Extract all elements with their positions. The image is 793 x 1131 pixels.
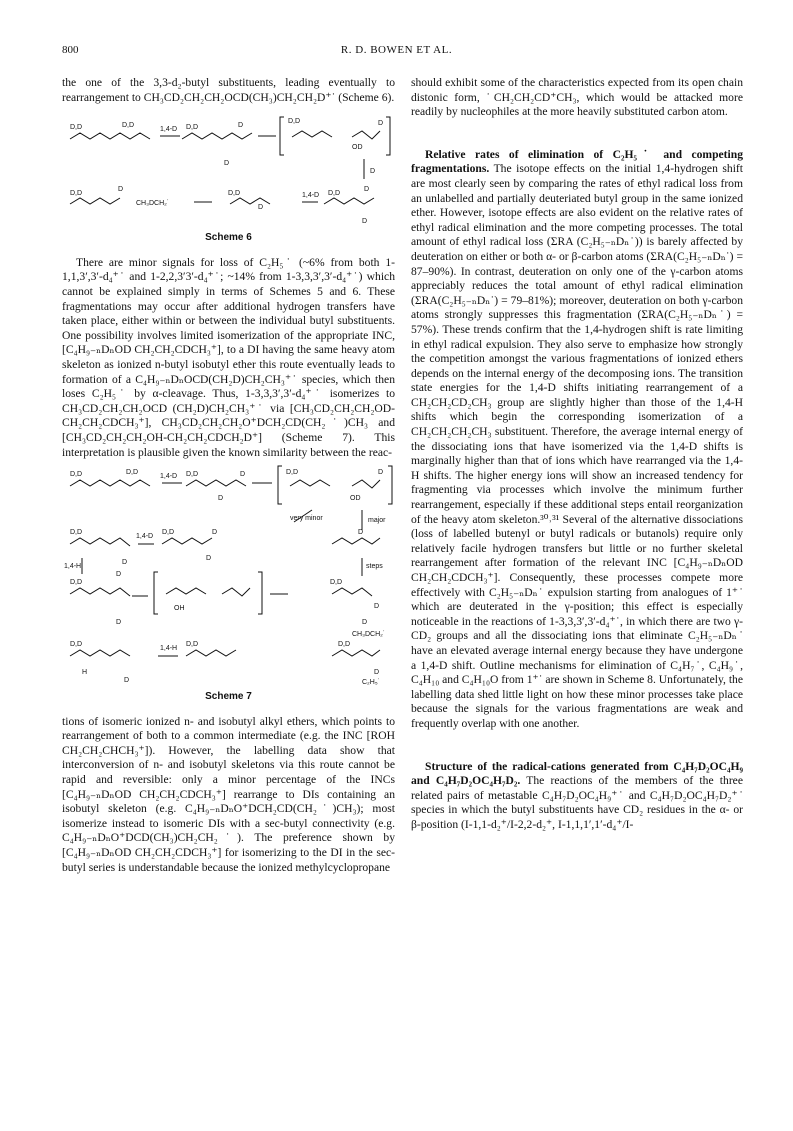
scheme-label: H: [82, 669, 88, 677]
running-head: R. D. BOWEN ET AL.: [340, 44, 453, 56]
scheme-label: D: [374, 669, 380, 677]
scheme-label: D: [116, 571, 122, 579]
scheme-6-labels: [70, 118, 383, 225]
scheme-label: CH₃DCH₂˙: [136, 200, 170, 208]
scheme-label: D,D: [186, 124, 199, 132]
right-section-1: [411, 148, 743, 732]
scheme-label: D: [258, 204, 264, 212]
scheme-label: D,D: [70, 641, 83, 649]
scheme-label: CH₃DCH₂˙: [352, 631, 386, 639]
scheme-7-structures: [70, 466, 392, 656]
scheme-7: [62, 464, 395, 688]
scheme-label: D: [122, 559, 128, 567]
scheme-label: D,D: [288, 118, 301, 126]
right-section-2: [411, 760, 743, 833]
right-paragraph-1: The isotope effects on the initial 1,4-hydrogen shift are most clearly seen by comparing the rates of ethyl radical loss from an unlabelled and partially deuteriated butyl group in the same ionized ether. However, isotope effects are also evident on the relative rates of ethyl radical elimination and the more competing processes. The total amount of ethyl radical loss (ΣRA (C₂H₅₋ₙDₙ˙)) is barely affected by deuteration on either or both α- or β-carbon atoms (ΣRA(C₂H₅₋ₙDₙ˙) = 87–90%). In contrast, deuteration on only one of the γ-carbon atoms appreciably reduces the total amount of ethyl radical elimination (ΣRA(C₂H₅₋ₙDₙ˙) = 79–81%); moreover, deuteration on both γ-carbon atoms strongly suppresses this fragmentation (ΣRA(C₂H₅₋ₙDₙ˙) = 57%). These trends confirm that the 1,4-hydrogen shift is rate limiting in ethyl radical expulsion. They also serve to emphasize how strongly the competition amongst the various fragmentations of ionized ethers depends on the internal energy of the decomposing ions. The transition state energies for the 1,4-D shifts initiating rearrangement of a CH₂CH₂CD₂CH₃ group are slightly higher than those of the 1,4-H shifts which begin the corresponding isomerization of a CH₂CH₂CH₂CH₃ substituent. Therefore, the average internal energy of the dissociating ions that have isomerized via the 1,4-D shifts is marginally higher than that of ions which have rearranged via the 1,4-H shifts. The higher energy ions will show an increased tendency for fragmenting via processes which involve the minimum further rearrangement, especially if these additional steps entail reorganization of the heavy atom skeleton.³⁰˒³¹ Several of the alternative dissociations (loss of labelled butenyl or butyl radicals or butanols) require only relatively facile hydrogen transfers but little or no further skeletal rearrangement after formation of the relevant INC [C₄H₉₋ₙDₙOD CH₂CH₂CDCH₃⁺]. Consequently, these processes compete more effectively with C₂H₅₋ₙDₙ˙ expulsion starting from analogues of 1⁺˙ which are deuterated in the γ-position; this effect is especially noticeable in the reactions of 1-3,3,3′,3′-d₄⁺˙, in which there are two γ-CD₂ groups and all the dissociating ions that eliminate C₂H₅₋ₙDₙ˙ have an elevated average internal energy because they have undergone a 1,4-D shift. Outline mechanisms for elimination of C₄H₇˙, C₄H₉˙, C₄H₁₀ and C₄H₁₀O from 1⁺˙ are shown in Scheme 8. Unfortunately, the labelling data shed little light on how these minor processes take place because the signals for the various fragmentations are weak and frequently overlap with one another.: [411, 162, 743, 730]
scheme-label: D: [378, 469, 384, 477]
scheme-label: D: [224, 160, 230, 168]
scheme-label: D,D: [162, 529, 175, 537]
scheme-label: very minor: [290, 515, 323, 523]
scheme-label: D,D: [338, 641, 351, 649]
scheme-label: D,D: [186, 641, 199, 649]
scheme-label: 1,4-D: [136, 533, 154, 541]
scheme-label: D: [378, 120, 384, 128]
scheme-label: D: [238, 122, 244, 130]
scheme-label: 1,4-D: [160, 473, 178, 481]
scheme-label: D: [370, 168, 376, 176]
scheme-label: major: [368, 517, 386, 525]
scheme-label: D,D: [286, 469, 299, 477]
scheme-label: OD: [352, 144, 363, 152]
scheme-label: OD: [350, 495, 361, 503]
scheme-label: D,D: [70, 190, 83, 198]
scheme-6: [62, 109, 395, 229]
right-paragraph-0: should exhibit some of the characteristics expected from its open chain distonic form, ˙CH₂CH₂CD⁺CH₃, which would be attacked more readily by nucleophiles at the more heavily substituted carbon atom.: [411, 76, 743, 119]
scheme-label: D: [212, 529, 218, 537]
scheme-label: D,D: [70, 579, 83, 587]
scheme-label: steps: [366, 563, 383, 571]
page-header: [0, 44, 793, 60]
right-paragraph-2: The reactions of the members of the three related pairs of metastable C₄H₇D₂OC₄H₉⁺˙ and C₄H₇D₂OC₄H₇D₂⁺˙ species in which the butyl substituents have CD₂ residues in the α- or β-position (I-1,1-d₂⁺/I-2,2-d₂⁺, I-1,1,1′,1′-d₄⁺/I-: [411, 774, 743, 831]
left-paragraph-1: There are minor signals for loss of C₂H₅˙ (~6% from both 1-1,1,3′,3′-d₄⁺˙ and 1-2,2,3′3′-d₄⁺˙; ~14% from 1-3,3,3′,3′-d₄⁺˙) which cannot be explained simply in terms of Schemes 5 and 6. These fragmentations may occur after additional hydrogen transfers have taken place, either within or between the individual butyl substituents. One possibility involves limited isomerization of the appropriate INC, [C₄H₉₋ₙDₙOD CH₂CH₂CDCH₃⁺], to a DI having the same heavy atom skeleton as ionized n-butyl isobutyl ether this route eventually leads to formation of a C₄H₉₋ₙDₙOCD(CH₂D)CH₂CH₃⁺˙ species, which then loses C₂H₅˙ by α-cleavage. Thus, 1-3,3,3′,3′-d₄⁺˙ isomerizes to CH₃CD₂CH₂CH₂OCD (CH₂D)CH₂CH₃⁺˙ via [CH₃CD₂CH₂CH₂OD-CH₂CH₂CDCH₃⁺], CH₃CD₂CH₂CH₂O⁺DCH₂CD(CH₂˙)CH₃ and [CH₃CD₂CH₂CH₂OH-CH₂CH₂CDCH₂D⁺] (Scheme 7). This interpretation is plausible given the known similarity between the reac-: [62, 255, 395, 459]
scheme-label: D: [124, 677, 130, 685]
section-heading-structure: Structure of the radical-cations generated from C₄H₇D₂OC₄H₉ and C₄H₇D₂OC₄H₇D₂.: [411, 759, 743, 788]
scheme-label: D,D: [330, 579, 343, 587]
scheme-label: D,D: [126, 469, 139, 477]
scheme-label: 1,4-D: [302, 192, 320, 200]
scheme-label: 1,4-H: [160, 645, 178, 653]
left-paragraph-0: the one of the 3,3-d₂-butyl substituents, leading eventually to rearrangement to CH₃CD₂CH₂CH₂OCD(CH₃)CH₂CH₂D⁺˙ (Scheme 6).: [62, 76, 395, 104]
scheme-label: D,D: [70, 471, 83, 479]
scheme-label: D: [218, 495, 224, 503]
scheme-label: D: [358, 529, 364, 537]
scheme-label: D,D: [70, 124, 83, 132]
scheme-label: D: [116, 619, 122, 627]
scheme-label: D,D: [122, 122, 135, 130]
scheme-label: D: [206, 555, 212, 563]
left-column: [62, 76, 395, 875]
scheme-label: D,D: [70, 529, 83, 537]
scheme-label: C₂H₅˙: [362, 679, 380, 687]
scheme-label: D: [240, 471, 246, 479]
scheme-label: D,D: [186, 471, 199, 479]
right-column: [411, 76, 743, 833]
scheme-label: D: [364, 186, 370, 194]
scheme-label: D: [362, 619, 368, 627]
section-heading-rates: Relative rates of elimination of C₂H₅˙ and competing fragmentations.: [411, 147, 743, 176]
scheme-label: 1,4-D: [160, 126, 178, 134]
scheme-6-caption: Scheme 6: [205, 232, 252, 244]
scheme-label: D: [362, 218, 368, 226]
scheme-label: D,D: [328, 190, 341, 198]
scheme-label: D: [118, 186, 124, 194]
scheme-7-labels: [64, 469, 386, 686]
scheme-label: D: [374, 603, 380, 611]
scheme-label: OH: [174, 605, 185, 613]
left-paragraph-2: tions of isomeric ionized n- and isobutyl alkyl ethers, which points to rearrangement of both to a common intermediate (e.g. the INC [ROH CH₂CH₂CHCH₃⁺]). However, the labelling data show that interconversion of n- and isobutyl skeletons via this route cannot be rapid and reversible: only a minor percentage of the INCs [C₄H₉₋ₙDₙOD CH₂CH₂CDCH₃⁺] rearrange to DIs containing an isobutyl skeleton (e.g. C₄H₉₋ₙDₙO⁺DCH₂CD(CH₂˙)CH₃); most isomerize instead to isomeric DIs with a sec-butyl connectivity (e.g. C₄H₉₋ₙDₙO⁺DCD(CH₃)CH₂CH₂˙). The preference shown by [C₄H₉₋ₙDₙOD CH₂CH₂CDCH₃⁺] for isomerizing to the DI in the sec-butyl series is understandable because the ionized methylcyclopropane: [62, 714, 395, 874]
page-number: 800: [62, 44, 79, 56]
scheme-7-caption: Scheme 7: [205, 691, 252, 703]
scheme-label: D,D: [228, 190, 241, 198]
scheme-label: 1,4-H: [64, 563, 82, 571]
